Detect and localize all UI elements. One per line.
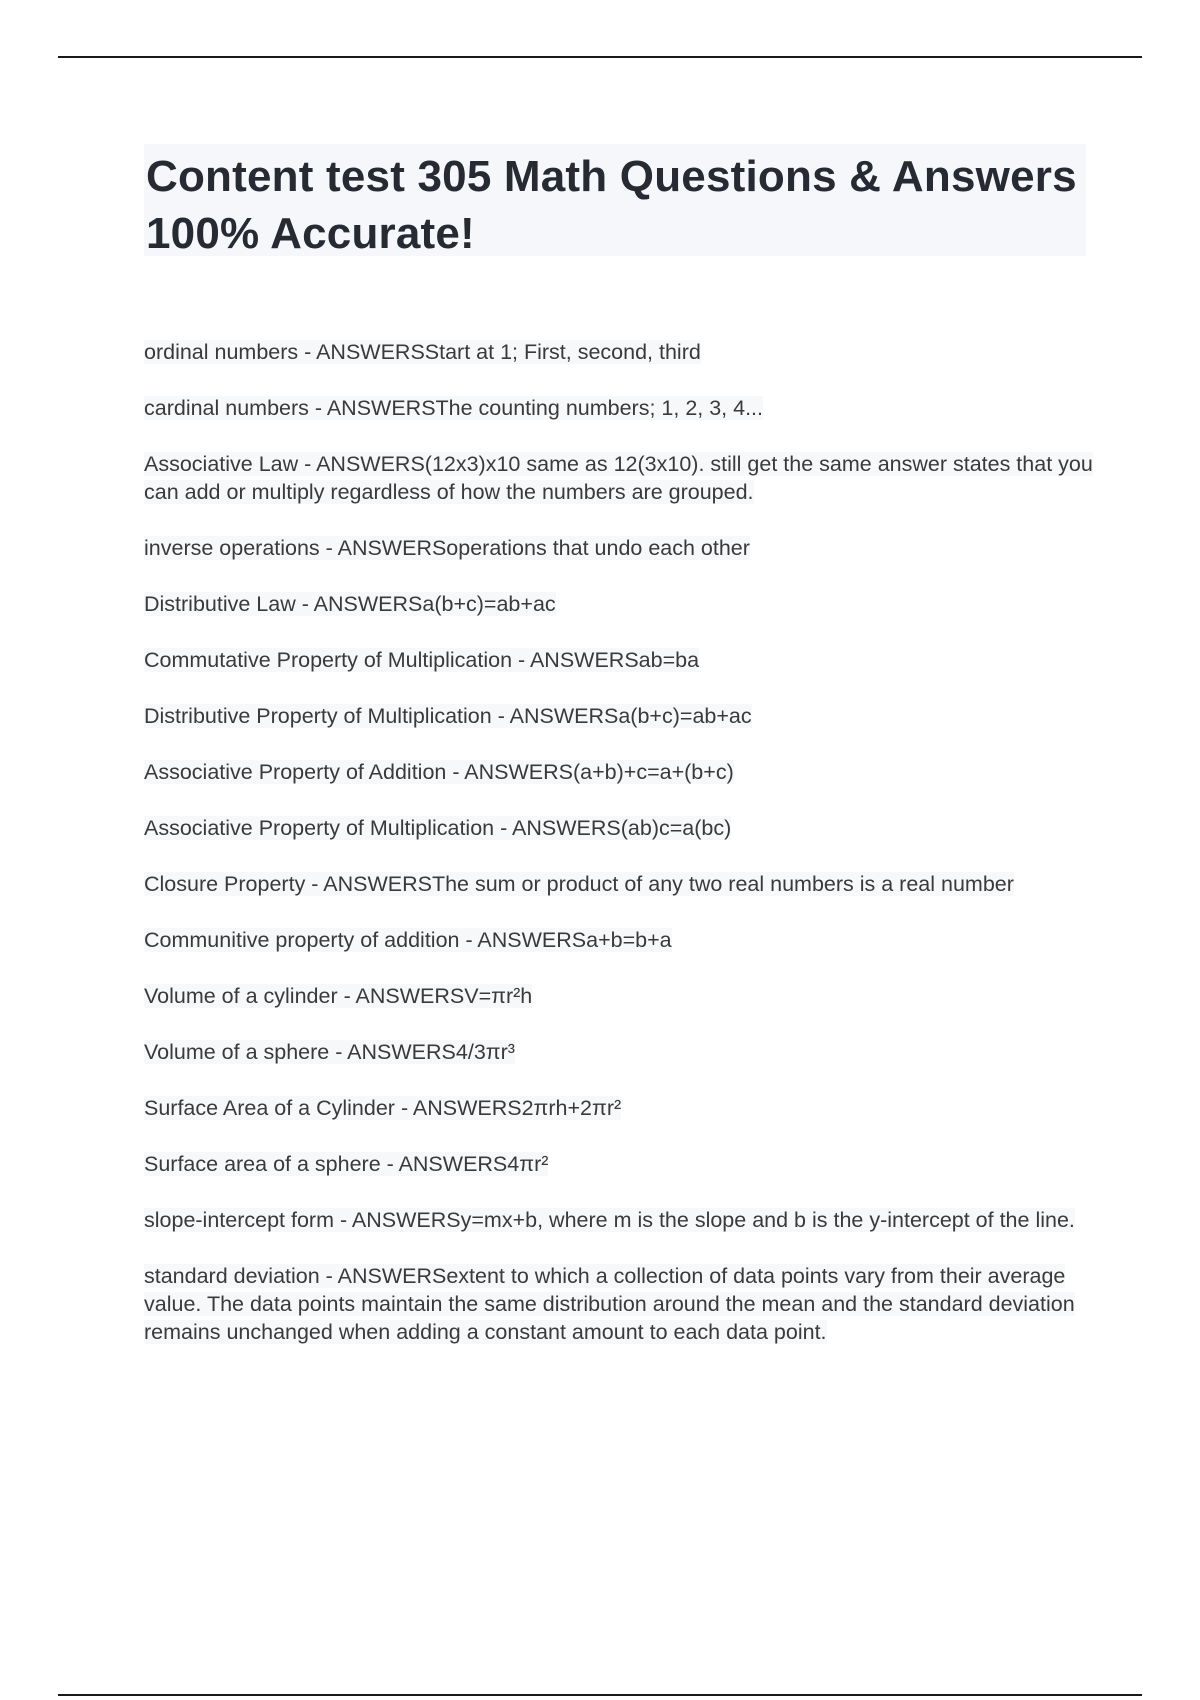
qa-list bbox=[144, 338, 1094, 1374]
qa-text: Distributive Property of Multiplication - ANSWERSa(b+c)=ab+ac bbox=[144, 704, 752, 728]
qa-text: Volume of a cylinder - ANSWERSV=πr²h bbox=[144, 984, 533, 1008]
qa-item bbox=[144, 814, 1094, 842]
qa-text: Associative Property of Multiplication - ANSWERS(ab)c=a(bc) bbox=[144, 816, 732, 840]
qa-item bbox=[144, 982, 1094, 1010]
qa-text: inverse operations - ANSWERSoperations that undo each other bbox=[144, 536, 750, 560]
qa-text: Surface area of a sphere - ANSWERS4πr² bbox=[144, 1152, 549, 1176]
qa-item bbox=[144, 702, 1094, 730]
qa-item bbox=[144, 646, 1094, 674]
header-rule bbox=[58, 56, 1142, 58]
qa-item bbox=[144, 1150, 1094, 1178]
qa-item bbox=[144, 450, 1094, 506]
qa-text: Associative Property of Addition - ANSWERS(a+b)+c=a+(b+c) bbox=[144, 760, 734, 784]
qa-text: standard deviation - ANSWERSextent to which a collection of data points vary from their average value. The data points maintain the same distribution around the mean and the standard deviation remains unchanged when adding a constant amount to each data point. bbox=[144, 1264, 1075, 1344]
qa-text: cardinal numbers - ANSWERSThe counting numbers; 1, 2, 3, 4... bbox=[144, 396, 764, 420]
qa-text: Closure Property - ANSWERSThe sum or product of any two real numbers is a real number bbox=[144, 872, 1014, 896]
qa-item bbox=[144, 926, 1094, 954]
qa-text: Communitive property of addition - ANSWERSa+b=b+a bbox=[144, 928, 672, 952]
qa-text: ordinal numbers - ANSWERSStart at 1; First, second, third bbox=[144, 340, 701, 364]
title-box bbox=[144, 144, 1086, 256]
qa-item bbox=[144, 758, 1094, 786]
qa-item bbox=[144, 1206, 1094, 1234]
qa-text: Distributive Law - ANSWERSa(b+c)=ab+ac bbox=[144, 592, 556, 616]
qa-item bbox=[144, 394, 1094, 422]
footer-rule bbox=[58, 1694, 1142, 1696]
qa-text: slope-intercept form - ANSWERSy=mx+b, where m is the slope and b is the y-intercept of the line. bbox=[144, 1208, 1075, 1232]
qa-item bbox=[144, 1094, 1094, 1122]
qa-text: Commutative Property of Multiplication - ANSWERSab=ba bbox=[144, 648, 700, 672]
qa-item bbox=[144, 534, 1094, 562]
qa-item bbox=[144, 1262, 1094, 1346]
document-title: Content test 305 Math Questions & Answers 100% Accurate! bbox=[146, 152, 1077, 258]
qa-item bbox=[144, 870, 1094, 898]
qa-item bbox=[144, 590, 1094, 618]
qa-text: Volume of a sphere - ANSWERS4/3πr³ bbox=[144, 1040, 515, 1064]
qa-item bbox=[144, 338, 1094, 366]
qa-text: Associative Law - ANSWERS(12x3)x10 same as 12(3x10). still get the same answer states that you can add or multiply regardless of how the numbers are grouped. bbox=[144, 452, 1093, 504]
qa-item bbox=[144, 1038, 1094, 1066]
qa-text: Surface Area of a Cylinder - ANSWERS2πrh+2πr² bbox=[144, 1096, 622, 1120]
